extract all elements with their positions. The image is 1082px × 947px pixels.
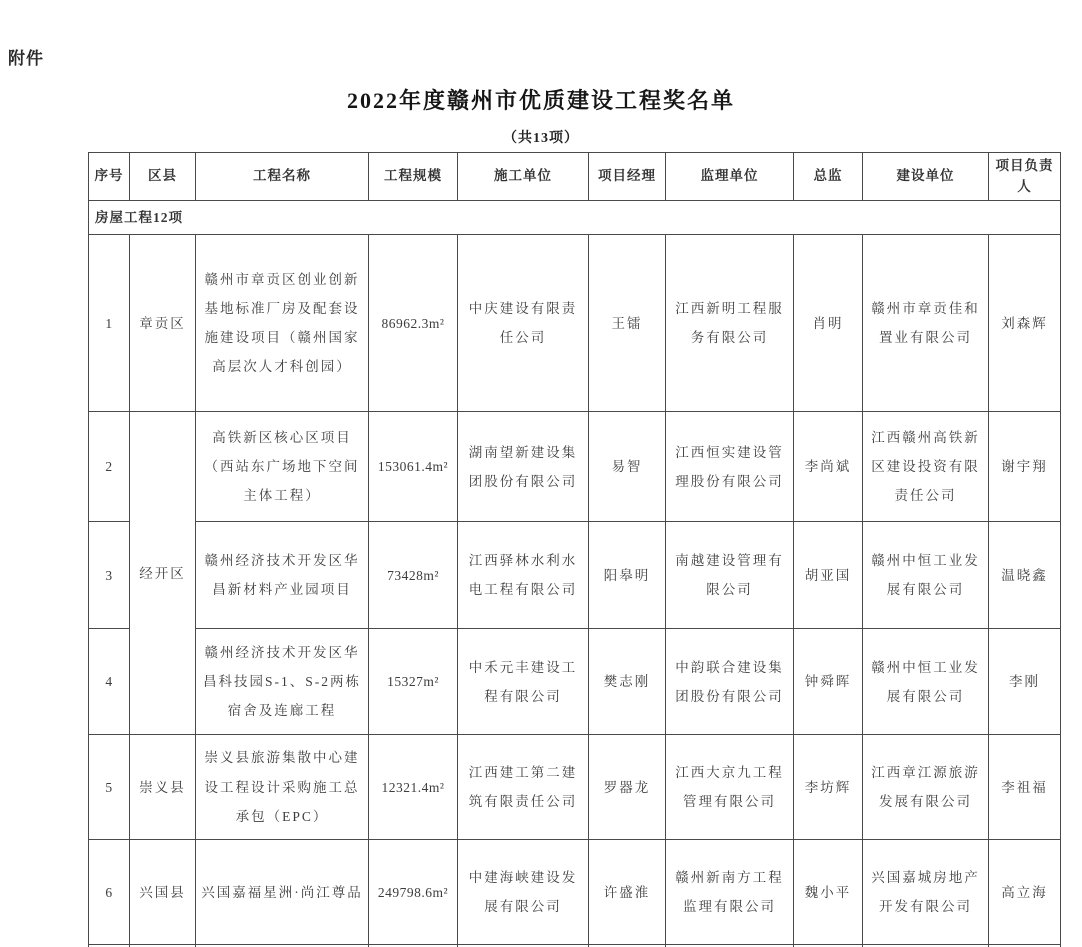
cell-manager: 樊志刚: [589, 629, 666, 735]
cell-supervisor-unit: 江西恒实建设管理股份有限公司: [666, 412, 794, 522]
cell-scale: 153061.4m²: [369, 412, 458, 522]
table-row: [89, 735, 1061, 840]
cell-no: 6: [89, 840, 130, 945]
cell-owner-lead: 温晓鑫: [989, 522, 1061, 629]
cell-owner: 江西赣州高铁新区建设投资有限责任公司: [863, 412, 989, 522]
col-header-no: 序号: [89, 153, 130, 201]
attachment-label: 附件: [8, 49, 44, 68]
cell-no: 1: [89, 235, 130, 412]
cell-district-merged: 经开区: [130, 412, 196, 735]
section-row: [89, 201, 1061, 235]
section-label: 房屋工程12项: [89, 201, 1061, 235]
cell-contractor: 中禾元丰建设工程有限公司: [458, 629, 589, 735]
cell-district: 兴国县: [130, 840, 196, 945]
cell-owner: 赣州市章贡佳和置业有限公司: [863, 235, 989, 412]
cell-project: 崇义县旅游集散中心建设工程设计采购施工总承包（EPC）: [196, 735, 369, 840]
cell-chief-supervisor: 李坊辉: [794, 735, 863, 840]
cell-contractor: 中庆建设有限责任公司: [458, 235, 589, 412]
col-header-owner: 建设单位: [863, 153, 989, 201]
cell-manager: 罗器龙: [589, 735, 666, 840]
cell-contractor: 湖南望新建设集团股份有限公司: [458, 412, 589, 522]
page-title: 2022年度赣州市优质建设工程奖名单: [346, 88, 735, 113]
cell-project: 赣州经济技术开发区华昌科技园S-1、S-2两栋宿舍及连廊工程: [196, 629, 369, 735]
col-header-contractor: 施工单位: [458, 153, 589, 201]
cell-owner: 赣州中恒工业发展有限公司: [863, 522, 989, 629]
cell-supervisor-unit: 赣州新南方工程监理有限公司: [666, 840, 794, 945]
col-header-manager: 项目经理: [589, 153, 666, 201]
table-header-row: [89, 153, 1061, 201]
cell-supervisor-unit: 江西大京九工程管理有限公司: [666, 735, 794, 840]
award-table: [88, 152, 1061, 947]
cell-chief-supervisor: 李尚斌: [794, 412, 863, 522]
col-header-district: 区县: [130, 153, 196, 201]
cell-contractor: 中建海峡建设发展有限公司: [458, 840, 589, 945]
cell-project: 高铁新区核心区项目（西站东广场地下空间主体工程）: [196, 412, 369, 522]
cell-project: 赣州市章贡区创业创新基地标准厂房及配套设施建设项目（赣州国家高层次人才科创园）: [196, 235, 369, 412]
col-header-scale: 工程规模: [369, 153, 458, 201]
cell-chief-supervisor: 肖明: [794, 235, 863, 412]
cell-owner: 兴国嘉城房地产开发有限公司: [863, 840, 989, 945]
page-subtitle: （共13项）: [503, 131, 579, 146]
table-row: [89, 629, 1061, 735]
cell-scale: 86962.3m²: [369, 235, 458, 412]
cell-supervisor-unit: 南越建设管理有限公司: [666, 522, 794, 629]
cell-owner: 赣州中恒工业发展有限公司: [863, 629, 989, 735]
table-row: [89, 840, 1061, 945]
cell-owner-lead: 高立海: [989, 840, 1061, 945]
table-row: [89, 522, 1061, 629]
cell-owner-lead: 刘森辉: [989, 235, 1061, 412]
cell-chief-supervisor: 魏小平: [794, 840, 863, 945]
cell-contractor: 江西建工第二建筑有限责任公司: [458, 735, 589, 840]
cell-chief-supervisor: 钟舜晖: [794, 629, 863, 735]
cell-no: 5: [89, 735, 130, 840]
cell-owner-lead: 谢宇翔: [989, 412, 1061, 522]
cell-owner-lead: 李刚: [989, 629, 1061, 735]
cell-scale: 249798.6m²: [369, 840, 458, 945]
cell-project: 赣州经济技术开发区华昌新材料产业园项目: [196, 522, 369, 629]
col-header-supervisor-unit: 监理单位: [666, 153, 794, 201]
cell-owner-lead: 李祖福: [989, 735, 1061, 840]
cell-no: 3: [89, 522, 130, 629]
cell-manager: 许盛淮: [589, 840, 666, 945]
cell-manager: 阳皋明: [589, 522, 666, 629]
cell-no: 2: [89, 412, 130, 522]
cell-supervisor-unit: 中韵联合建设集团股份有限公司: [666, 629, 794, 735]
col-header-owner-lead: 项目负责人: [989, 153, 1061, 201]
cell-supervisor-unit: 江西新明工程服务有限公司: [666, 235, 794, 412]
cell-district: 章贡区: [130, 235, 196, 412]
cell-owner: 江西章江源旅游发展有限公司: [863, 735, 989, 840]
cell-scale: 73428m²: [369, 522, 458, 629]
table-row: [89, 412, 1061, 522]
cell-no: 4: [89, 629, 130, 735]
cell-district: 崇义县: [130, 735, 196, 840]
cell-project: 兴国嘉福星洲·尚江尊品: [196, 840, 369, 945]
cell-scale: 12321.4m²: [369, 735, 458, 840]
cell-manager: 王镭: [589, 235, 666, 412]
cell-contractor: 江西驿林水利水电工程有限公司: [458, 522, 589, 629]
cell-scale: 15327m²: [369, 629, 458, 735]
table-row: [89, 235, 1061, 412]
col-header-chief-supervisor: 总监: [794, 153, 863, 201]
cell-chief-supervisor: 胡亚国: [794, 522, 863, 629]
col-header-project: 工程名称: [196, 153, 369, 201]
cell-manager: 易智: [589, 412, 666, 522]
